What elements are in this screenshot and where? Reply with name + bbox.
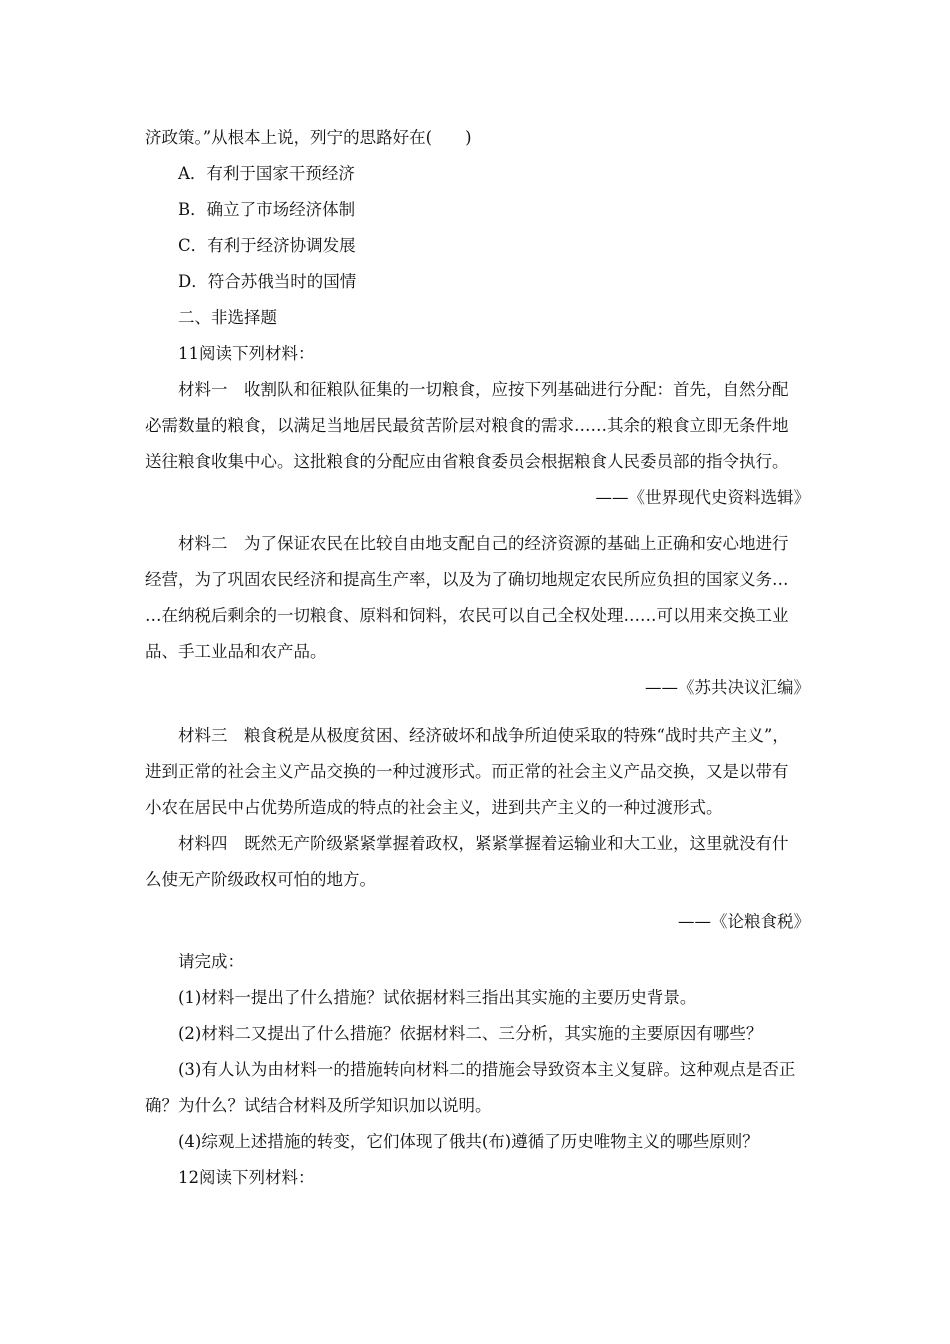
material-4-line: 么使无产阶级政权可怕的地方。 xyxy=(145,870,376,889)
question-11-title: 11阅读下列材料： xyxy=(178,344,315,363)
option-a: A．有利于国家干预经济 xyxy=(178,164,355,183)
material-2-line: …在纳税后剩余的一切粮食、原料和饲料，农民可以自己全权处理……可以用来交换工业 xyxy=(145,606,789,625)
option-b: B．确立了市场经济体制 xyxy=(178,200,356,219)
sub-question-2: (2)材料二又提出了什么措施？依据材料二、三分析，其实施的主要原因有哪些？ xyxy=(178,1024,763,1043)
instructions-label: 请完成： xyxy=(178,952,244,971)
material-3-line: 材料三 粮食税是从极度贫困、经济破坏和战争所迫使采取的特殊“战时共产主义”， xyxy=(178,726,789,745)
material-1-line: 送往粮食收集中心。这批粮食的分配应由省粮食委员会根据粮食人民委员部的指令执行。 xyxy=(145,452,789,471)
material-4-source: ——《论粮食税》 xyxy=(678,912,810,931)
material-2-line: 材料二 为了保证农民在比较自由地支配自己的经济资源的基础上正确和安心地进行 xyxy=(178,534,789,553)
material-3-line: 进到正常的社会主义产品交换的一种过渡形式。而正常的社会主义产品交换，又是以带有 xyxy=(145,762,789,781)
material-4-line: 材料四 既然无产阶级紧紧掌握着政权，紧紧掌握着运输业和大工业，这里就没有什 xyxy=(178,834,789,853)
sub-question-1: (1)材料一提出了什么措施？试依据材料三指出其实施的主要历史背景。 xyxy=(178,988,697,1007)
question-12-title: 12阅读下列材料： xyxy=(178,1168,315,1187)
section-heading: 二、非选择题 xyxy=(178,308,277,327)
question-stem-continuation: 济政策。”从根本上说，列宁的思路好在( ) xyxy=(145,128,472,147)
sub-question-3-continuation: 确？为什么？试结合材料及所学知识加以说明。 xyxy=(145,1096,492,1115)
option-c: C．有利于经济协调发展 xyxy=(178,236,356,255)
sub-question-4: (4)综观上述措施的转变，它们体现了俄共(布)遵循了历史唯物主义的哪些原则？ xyxy=(178,1132,759,1151)
material-1-line: 材料一 收割队和征粮队征集的一切粮食，应按下列基础进行分配：首先，自然分配 xyxy=(178,380,789,399)
material-2-line: 经营，为了巩固农民经济和提高生产率，以及为了确切地规定农民所应负担的国家义务… xyxy=(145,570,789,589)
material-1-line: 必需数量的粮食，以满足当地居民最贫苦阶层对粮食的需求……其余的粮食立即无条件地 xyxy=(145,416,789,435)
option-d: D．符合苏俄当时的国情 xyxy=(178,272,357,291)
material-3-line: 小农在居民中占优势所造成的特点的社会主义，进到共产主义的一种过渡形式。 xyxy=(145,798,723,817)
sub-question-3: (3)有人认为由材料一的措施转向材料二的措施会导致资本主义复辟。这种观点是否正 xyxy=(178,1060,796,1079)
material-2-line: 品、手工业品和农产品。 xyxy=(145,642,327,661)
material-2-source: ——《苏共决议汇编》 xyxy=(645,678,810,697)
material-1-source: ——《世界现代史资料选辑》 xyxy=(595,488,810,507)
